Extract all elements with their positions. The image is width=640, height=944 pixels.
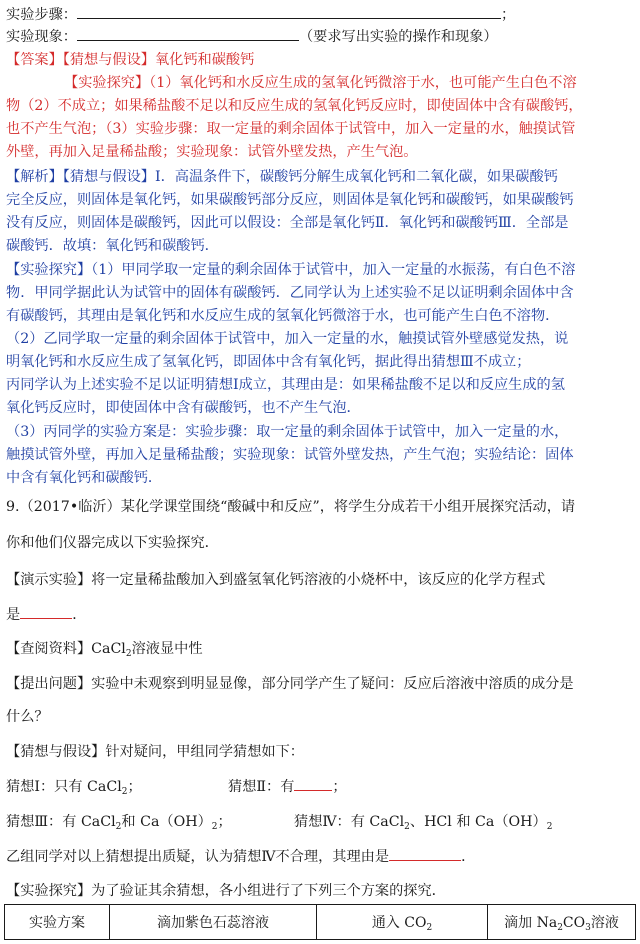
answer-line-1: 【实验探究】（1）氧化钙和水反应生成的氢氧化钙微溶于水，也可能产生白色不溶 bbox=[64, 75, 577, 91]
hypothesis-row-1 bbox=[6, 776, 634, 797]
answer-tag: 【答案】【猜想与假设】氧化钙和碳酸钙 bbox=[6, 52, 255, 68]
doubt-text: 乙组同学对以上猜想提出质疑，认为猜想Ⅳ不合理，其理由是 bbox=[6, 849, 390, 865]
analysis-line-10: 丙同学认为上述实验不足以证明猜想Ⅰ成立，其理由是：如果稀盐酸不足以和反应生成的氢 bbox=[6, 377, 565, 393]
phenomenon-line bbox=[6, 26, 634, 46]
hypothesis-4: 猜想Ⅳ：有 CaCl$_2$、HCl 和 $Ca(OH)_2$ bbox=[294, 814, 553, 832]
hypothesis-1: 猜想Ⅰ：只有 CaCl$_2$； bbox=[6, 779, 142, 797]
analysis-line-4: 碳酸钙．故填：氧化钙和碳酸钙． bbox=[6, 238, 219, 254]
analysis-line-5: 【实验探究】（1）甲同学取一定量的剩余固体于试管中，加入一定量的水振荡，有白色不溶 bbox=[6, 262, 576, 278]
question-line-2: 什么？ bbox=[6, 709, 49, 725]
analysis-line-3: 没有反应，则固体是碳酸钙，因此可以假设：全部是氧化钙Ⅱ．氧化钙和碳酸钙Ⅲ．全部是 bbox=[6, 215, 569, 231]
info-text: 【查阅资料】CaCl bbox=[6, 641, 126, 657]
answer-line-3: 也不产生气泡；（3）实验步骤：取一定量的剩余固体于试管中，加入一定量的水，触摸试管 bbox=[6, 121, 576, 137]
hypothesis-intro: 【猜想与假设】针对疑问，甲组同学猜想如下： bbox=[6, 744, 304, 760]
table-cell-plan: 实验方案 bbox=[5, 905, 110, 940]
hypothesis-2-blank bbox=[294, 789, 332, 791]
table-cell-co2: 通入 $CO_2$ bbox=[317, 905, 488, 940]
analysis-line-12: （3）丙同学的实验方案是：实验步骤：取一定量的剩余固体于试管中，加入一定量的水， bbox=[6, 424, 569, 440]
question-line-1: 【提出问题】实验中未观察到明显显像，部分同学产生了疑问：反应后溶液中溶质的成分是 bbox=[6, 676, 574, 692]
analysis-line-9: 明氧化钙和水反应生成了氢氧化钙，即固体中含有氧化钙，据此得出猜想Ⅲ不成立； bbox=[6, 354, 531, 370]
info-line bbox=[6, 638, 634, 659]
analysis-line-13: 触摸试管外壁，再加入足量稀盐酸；实验现象：试管外壁发热，产生气泡；实验结论：固体 bbox=[6, 447, 574, 463]
q9-line-2: 你和他们仪器完成以下实验探究． bbox=[6, 535, 219, 551]
info-subscript: 2 bbox=[125, 649, 132, 659]
hypothesis-2: 猜想Ⅱ：有 ； bbox=[228, 779, 347, 795]
doubt-suffix: ． bbox=[461, 849, 476, 865]
demo-line-1: 【演示实验】将一定量稀盐酸加入到盛氢氧化钙溶液的小烧杯中，该反应的化学方程式 bbox=[6, 572, 546, 588]
step-line bbox=[6, 4, 634, 24]
equation-blank bbox=[20, 617, 72, 619]
info-text-2: 溶液显中性 bbox=[131, 641, 203, 657]
demo-line-2 bbox=[6, 604, 634, 624]
phenomenon-blank bbox=[77, 39, 299, 41]
analysis-line-14: 中含有氧化钙和碳酸钙． bbox=[6, 470, 163, 486]
analysis-line-8: （2）乙同学取一定量的剩余固体于试管中，加入一定量的水，触摸试管外壁感觉发热，说 bbox=[6, 331, 569, 347]
table-header-row bbox=[5, 905, 636, 940]
phenomenon-hint: （要求写出实验的操作和现象） bbox=[298, 29, 498, 45]
analysis-line-6: 物．甲同学据此认为试管中的固体有碳酸钙．乙同学认为上述实验不足以证明剩余固体中含 bbox=[6, 285, 574, 301]
analysis-line-11: 氧化钙反应时，即使固体中含有碳酸钙，也不产生气泡． bbox=[6, 400, 361, 416]
explore-line: 【实验探究】为了验证其余猜想，各小组进行了下列三个方案的探究． bbox=[6, 883, 446, 899]
step-end: ； bbox=[500, 7, 516, 23]
analysis-line-7: 有碳酸钙，其理由是氧化钙和水反应生成的氢氧化钙微溶于水，也可能产生白色不溶物． bbox=[6, 308, 560, 324]
answer-line-2: 物（2）不成立；如果稀盐酸不足以和反应生成的氢氧化钙反应时，即使固体中含有碳酸钙， bbox=[6, 98, 583, 114]
analysis-line-2: 完全反应，则固体是氧化钙，如果碳酸钙部分反应，则固体是氧化钙和碳酸钙，如果碳酸钙 bbox=[6, 192, 574, 208]
analysis-line-1: 【解析】【猜想与假设】Ⅰ．高温条件下，碳酸钙分解生成氧化钙和二氧化碳，如果碳酸钙 bbox=[6, 169, 558, 185]
table-cell-litmus: 滴加紫色石蕊溶液 bbox=[110, 905, 317, 940]
hypothesis-3: 猜想Ⅲ：有 CaCl$_2$和 $Ca(OH)_2$； bbox=[6, 814, 232, 832]
answer-line-4: 外壁，再加入足量稀盐酸；实验现象：试管外壁发热，产生气泡。 bbox=[6, 144, 418, 160]
doubt-blank bbox=[389, 859, 461, 861]
experiment-table bbox=[4, 904, 636, 940]
hypothesis-row-2 bbox=[6, 811, 634, 832]
demo-prefix: 是 bbox=[6, 607, 21, 623]
doubt-line bbox=[6, 846, 634, 866]
q9-line-1: 9.（2017•临沂）某化学课堂围绕“酸碱中和反应”，将学生分成若干小组开展探究活动，请 bbox=[6, 499, 576, 515]
step-label: 实验步骤： bbox=[6, 7, 77, 23]
demo-suffix: ． bbox=[72, 607, 87, 623]
step-blank bbox=[77, 17, 501, 19]
table-cell-na2co3: 滴加 $Na_2CO_3$溶液 bbox=[488, 905, 636, 940]
phenomenon-label: 实验现象： bbox=[6, 29, 77, 45]
